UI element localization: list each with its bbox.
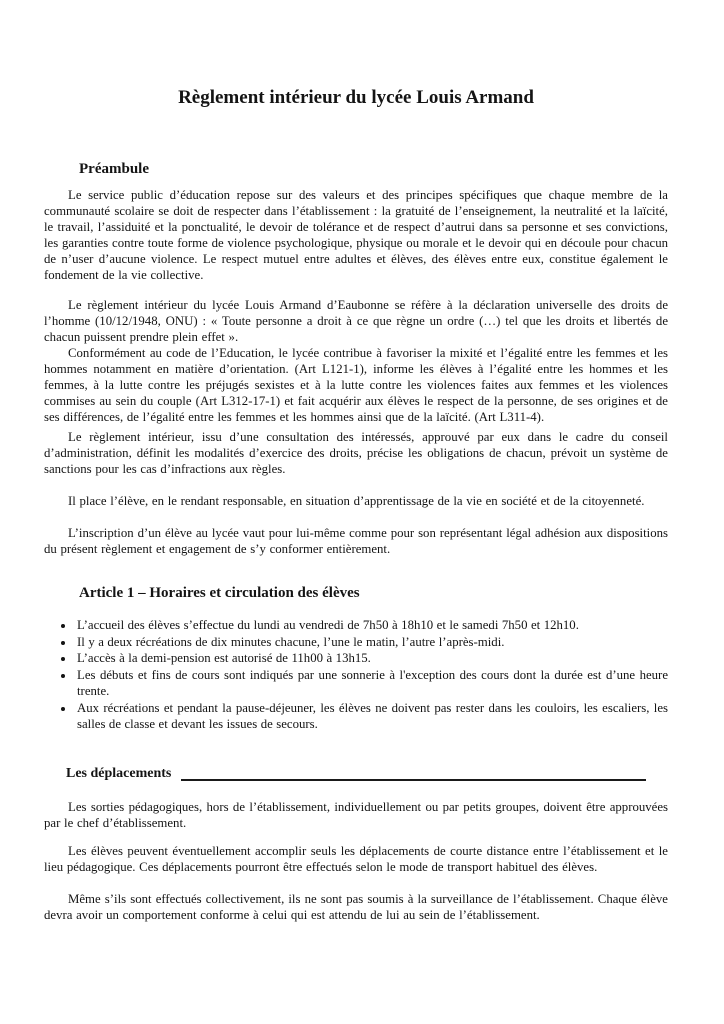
bullet-item-accueil: • L’accueil des élèves s’effectue du lundi au vendredi de 7h50 à 18h10 et le samedi 7h50 et 12h10. xyxy=(75,617,668,634)
preamble-heading: Préambule xyxy=(79,161,149,177)
preamble-paragraph-6: L’inscription d’un élève au lycée vaut pour lui-même comme pour son représentant légal adhésion aux dispositions du présent règlement et engagement de s’y conformer entièrement. xyxy=(44,526,668,556)
deplacements-paragraph-2: Les élèves peuvent éventuellement accomplir seuls les déplacements de courte distance entre l’établissement et le lieu pédagogique. Ces déplacements pourront être effectués selon le mode de transport habituel des élèves. xyxy=(44,843,668,874)
preamble-paragraph-3: Conformément au code de l’Education, le lycée contribue à favoriser la mixité et l’égalité entre les femmes et les hommes notamment en matière d’orientation. (Art L121-1), informe les élèves à l’égalité entre les hommes et les femmes, à la lutte contre les préjugés sexistes et à la lutte contre les violences faites aux femmes et les violences commises au sein du couple (Art L312-17-1) et fait acquérir aux élèves le respect de la personne, de ses origines et de ses différences, de l’égalité entre les femmes et les hommes ainsi que de la laïcité. (Art L311-4). xyxy=(44,346,668,424)
preamble-paragraph-1: Le service public d’éducation repose sur des valeurs et des principes spécifiques que chaque membre de la communauté scolaire se doit de respecter dans l’établissement : la gratuité de l’enseignement, la neutralité et la laïcité, le travail, l’assiduité et la ponctualité, le devoir de tolérance et de respect d’autrui dans sa personne et ses convictions, les garanties contre toute forme de violence psychologique, physique ou morale et le devoir qui en découle pour chacun de n’user d’aucune violence. Le respect mutuel entre adultes et élèves, des élèves entre eux, constitue également le fondement de la vie collective. xyxy=(44,188,668,282)
heading-rule-line xyxy=(181,779,646,781)
bullet-item-recreations: • Il y a deux récréations de dix minutes chacune, l’une le matin, l’autre l’après-midi. xyxy=(75,634,668,651)
deplacements-paragraph-1: Les sorties pédagogiques, hors de l’établissement, individuellement ou par petits groupes, doivent être approuvées par le chef d’établissement. xyxy=(44,799,668,830)
article-1-bullet-list xyxy=(44,617,668,733)
preamble-paragraph-5: Il place l’élève, en le rendant responsable, en situation d’apprentissage de la vie en société et de la citoyenneté. xyxy=(68,494,645,508)
bullet-item-sonnerie: • Les débuts et fins de cours sont indiqués par une sonnerie à l'exception des cours dont la durée est d’une heure trente. xyxy=(75,667,668,700)
preamble-paragraph-2: Le règlement intérieur du lycée Louis Armand d’Eaubonne se réfère à la déclaration universelle des droits de l’homme (10/12/1948, ONU) : « Toute personne a droit à ce que règne un ordre (…) tel que les droits et libertés de chacun puissent prendre plein effet ». xyxy=(44,298,668,344)
deplacements-heading-row xyxy=(44,765,668,783)
document-title: Règlement intérieur du lycée Louis Armand xyxy=(178,87,534,108)
preamble-paragraph-4: Le règlement intérieur, issu d’une consultation des intéressés, approuvé par eux dans le cadre du conseil d’administration, définit les modalités d’exercice des droits, précise les obligations de chacun, prévoit un système de sanctions pour les cas d’infractions aux règles. xyxy=(44,430,668,476)
deplacements-paragraph-3: Même s’ils sont effectués collectivement, ils ne sont pas soumis à la surveillance de l’établissement. Chaque élève devra avoir un comportement conforme à celui qui est attendu de lui au sein de l’établissement. xyxy=(44,891,668,922)
deplacements-heading: Les déplacements xyxy=(66,765,172,781)
bullet-item-couloirs: • Aux récréations et pendant la pause-déjeuner, les élèves ne doivent pas rester dans les couloirs, les escaliers, les salles de classe et devant les issues de secours. xyxy=(75,700,668,733)
article-1-heading: Article 1 – Horaires et circulation des élèves xyxy=(79,585,360,601)
bullet-item-demi-pension: • L’accès à la demi-pension est autorisé de 11h00 à 13h15. xyxy=(75,650,668,667)
